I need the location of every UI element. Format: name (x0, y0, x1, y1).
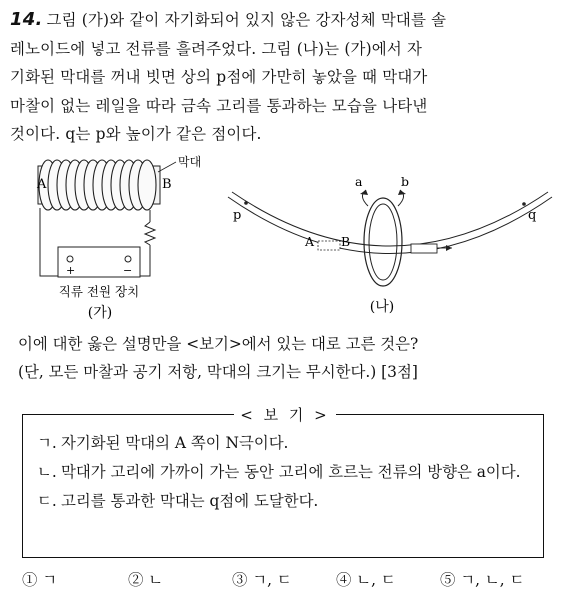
prompt-line-2: (단, 모든 마찰과 공기 저항, 막대의 크기는 무시한다.) [3점] (18, 363, 418, 381)
metal-ring (364, 198, 402, 286)
rail-curve-inner (232, 192, 548, 246)
rail-bar (318, 241, 340, 250)
supply-label: 직류 전원 장치 (58, 284, 140, 299)
point-p-marker (244, 201, 248, 205)
passed-bar (411, 244, 437, 253)
terminal-minus (125, 256, 131, 262)
question-line-1: 14. 그림 (가)와 같이 자기화되어 있지 않은 강자성체 막대를 솔 (10, 9, 447, 30)
terminal-plus (67, 256, 73, 262)
figure-ga (36, 154, 201, 321)
caption-na: (나) (369, 299, 395, 315)
choice-4[interactable]: ④ ㄴ, ㄷ (336, 571, 396, 589)
question-line-3: 기화된 막대를 꺼내 빗면 상의 p점에 가만히 놓았을 때 막대가 (10, 68, 428, 87)
bogi-item-3 (37, 487, 533, 516)
point-q-marker (522, 202, 526, 206)
choice-5[interactable]: ⑤ ㄱ, ㄴ, ㄷ (440, 571, 525, 589)
point-p-label: p (233, 208, 242, 223)
question-prompt (18, 330, 563, 386)
solenoid-end-a: A (37, 177, 47, 192)
figures (0, 150, 570, 330)
choice-1[interactable]: ① ㄱ (22, 571, 58, 589)
resistor (145, 222, 155, 245)
solenoid-end-b: B (162, 177, 172, 192)
bogi-marker: ㄷ. (37, 492, 57, 510)
bogi-marker: ㄱ. (37, 434, 57, 452)
bogi-marker: ㄴ. (37, 463, 57, 481)
bogi-text: 고리를 통과한 막대는 q점에 도달한다. (61, 492, 319, 510)
rail-curve-outer (228, 197, 552, 254)
metal-ring-inner (369, 204, 397, 280)
choice-3[interactable]: ③ ㄱ, ㄷ (232, 571, 292, 589)
point-q-label: q (528, 208, 537, 223)
bogi-title: < 보 기 > (0, 404, 570, 425)
bogi-item-1 (37, 429, 533, 458)
prompt-line-1: 이에 대한 옳은 설명만을 <보기>에서 있는 대로 고른 것은? (18, 335, 419, 353)
choice-2[interactable]: ② ㄴ (128, 571, 164, 589)
question-number: 14. (10, 9, 43, 30)
direction-a-label: a (355, 174, 363, 189)
question-line-2: 레노이드에 넣고 전류를 흘려주었다. 그림 (나)는 (가)에서 자 (10, 39, 423, 58)
solenoid-coil (39, 160, 156, 210)
question-text (10, 6, 562, 149)
question-line-5: 것이다. q는 p와 높이가 같은 점이다. (10, 125, 262, 144)
rail-bar-end-a: A (305, 234, 315, 249)
figure-na (228, 174, 552, 315)
bar-label: 막대 (178, 155, 202, 169)
rail-bar-end-b: B (341, 234, 351, 249)
question-line-4: 마찰이 없는 레일을 따라 금속 고리를 통과하는 모습을 나타낸 (10, 96, 428, 115)
direction-b-label: b (401, 174, 410, 189)
plus-sign: + (66, 264, 76, 277)
bogi-text: 막대가 고리에 가까이 가는 동안 고리에 흐르는 전류의 방향은 a이다. (61, 463, 521, 481)
caption-ga: (가) (87, 305, 113, 321)
bogi-box (22, 414, 544, 558)
minus-sign: − (123, 264, 133, 277)
bogi-item-2 (37, 458, 533, 487)
bogi-text: 자기화된 막대의 A 쪽이 N극이다. (61, 434, 289, 452)
